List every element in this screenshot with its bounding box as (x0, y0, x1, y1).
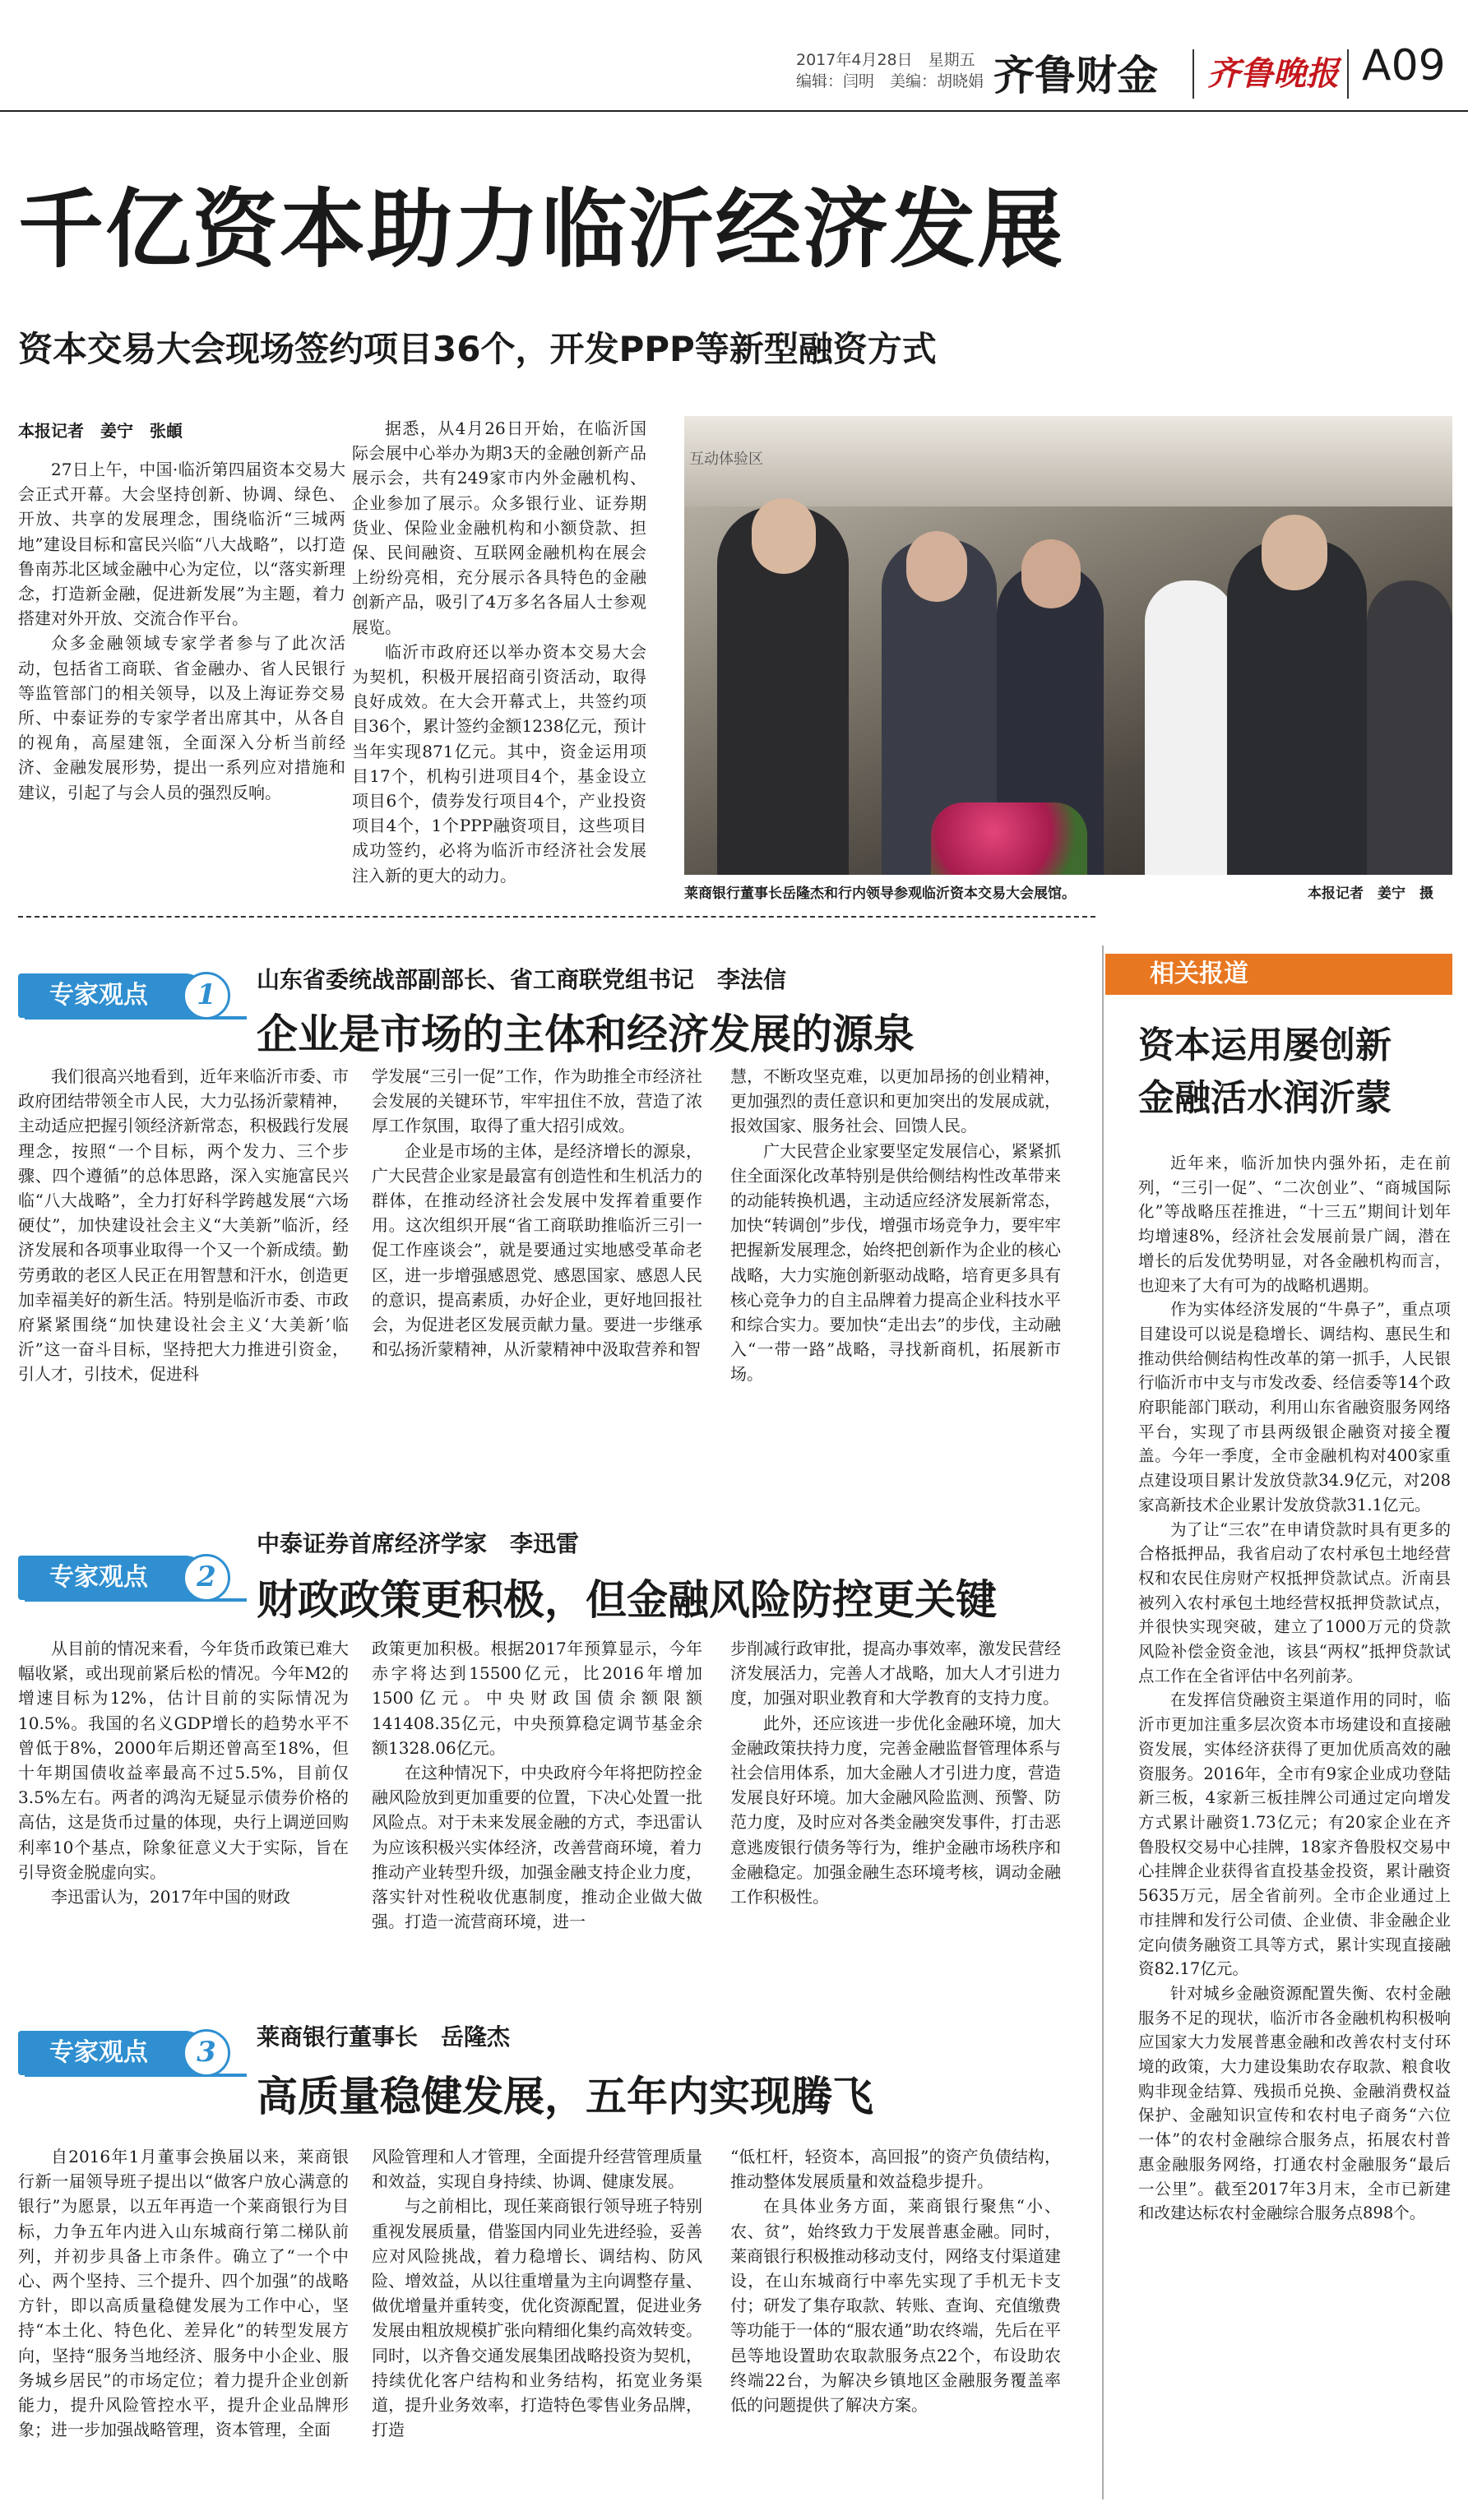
expert-badge: 专家观点 (18, 2031, 207, 2075)
masthead-rule (0, 110, 1468, 112)
paragraph: 为了让“三农”在申请贷款时具有更多的合格抵押品，我省启动了农村承包土地经营权和农民住房财产权抵押贷款试点。沂南县被列入农村承包土地经营权抵押贷款试点，并很快实现突破，建立了1000万元的贷款风险补偿金资金池，该县“两权”抵押贷款试点工作在全省评估中名列前茅。 (1138, 1519, 1451, 1685)
paragraph: 在具体业务方面，莱商银行聚焦“小、农、贫”，始终致力于发展普惠金融。同时，莱商银行积极推动移动支付，网络支付渠道建设，在山东城商行中率先实现了手机无卡支付；研发了集存取款、转账、查询、充值缴费等功能于一体的“服农通”助农终端，先后在平邑等地设置助农取款服务点22个，布设助农终端22台，为解决乡镇地区金融服务覆盖率低的问题提供了解决方案。 (730, 2196, 1061, 2416)
expert-number: 2 (183, 1554, 230, 1602)
lead-column-2 (352, 416, 646, 888)
paragraph: 学发展“三引一促”工作，作为助推全市经济社会发展的关键环节，牢牢扭住不放，营造了浓厚工作氛围，取得了重大招引成效。 (372, 1066, 702, 1136)
expert-number: 1 (183, 972, 230, 1020)
expert-badge: 专家观点 (18, 1556, 207, 1600)
expert-headline: 财政政策更积极，但金融风险防控更关键 (257, 1576, 997, 1624)
sidebar-title-line: 金融活水润沂蒙 (1138, 1077, 1392, 1119)
paragraph: 作为实体经济发展的“牛鼻子”，重点项目建设可以说是稳增长、调结构、惠民生和推动供给侧结构性改革的第一抓手，人民银行临沂市中支与市发改委、经信委等14个政府职能部门联动，利用山东省融资服务网络平台，实现了市县两级银企融资对接全覆盖。今年一季度，全市金融机构对400家重点建设项目累计发放贷款34.9亿元，对208家高新技术企业累计发放贷款31.1亿元。 (1138, 1300, 1451, 1514)
expert-column (372, 1636, 702, 1934)
person-head (1262, 515, 1327, 590)
paragraph: “低杠杆，轻资本，高回报”的资产负债结构，推动整体发展质量和效益稳步提升。 (730, 2147, 1061, 2192)
photo-caption: 莱商银行董事长岳隆杰和行内领导参观临沂资本交易大会展馆。 (684, 885, 1076, 902)
paragraph: 在这种情况下，中央政府今年将把防控金融风险放到更加重要的位置，下决心处置一批风险点。对于未来发展金融的方式，李迅雷认为应该积极兴实体经济，改善营商环境，着力推动产业转型升级，加强金融支持企业力度，落实针对性税收优惠制度，推动企业做大做强。打造一流营商环境，进一 (372, 1763, 702, 1932)
person-figure (1145, 580, 1235, 875)
paragraph: 针对城乡金融资源配置失衡、农村金融服务不足的现状，临沂市各金融机构积极响应国家大力发展普惠金融和改善农村支付环境的政策，大力建设集助农存取款、粮食收购非现金结算、残损币兑换、金融消费权益保护、金融知识宣传和农村电子商务“六位一体”的农村金融综合服务点，拓展农村普惠金融服务网络，打通农村金融服务“最后一公里”。截至2017年3月末，全市已新建和改建达标农村金融综合服务点898个。 (1138, 1983, 1451, 2223)
paragraph: 临沂市政府还以举办资本交易大会为契机，积极开展招商引资活动，取得良好成效。在大会开幕式上，共签约项目36个，累计签约金额1238亿元，预计当年实现871亿元。其中，资金运用项目17个，机构引进项目4个，基金设立项目6个，债券发行项目4个，产业投资项目4个，1个PPP融资项目，这些项目成功签约，必将为临沂市经济社会发展注入新的更大的动力。 (352, 641, 646, 885)
sidebar-title-line: 资本运用屡创新 (1138, 1024, 1392, 1066)
expert-column (730, 1064, 1061, 1387)
sidebar-body (1138, 1151, 1451, 2226)
expert-name: 山东省委统战部副部长、省工商联党组书记 李法信 (257, 966, 787, 993)
expert-column (372, 2144, 702, 2442)
person-head (906, 531, 967, 602)
issue-date: 2017年4月28日 星期五 (796, 51, 975, 69)
paragraph: 风险管理和人才管理，全面提升经营管理质量和效益，实现自身持续、协调、健康发展。 (372, 2147, 702, 2192)
paragraph: 众多金融领域专家学者参与了此次活动，包括省工商联、省金融办、省人民银行等监管部门的相关领导，以及上海证券交易所、中泰证券的专家学者出席其中，从各自的视角，高屋建瓴，全面深入分析当前经济、金融发展形势，提出一系列应对措施和建议，引起了与会人员的强烈反响。 (18, 633, 345, 802)
newspaper-logo: 齐鲁晚报 (1207, 54, 1339, 93)
page-number: A09 (1362, 41, 1446, 90)
person-head (752, 498, 816, 574)
expert-column (18, 2144, 349, 2442)
expert-column (730, 2144, 1061, 2417)
paragraph: 政策更加积极。根据2017年预算显示，今年赤字将达到15500亿元，比2016年增加1500亿元。中央财政国债余额限额141408.35亿元，中央预算稳定调节基金余额1328.06亿元。 (372, 1639, 702, 1758)
lead-column-1 (18, 457, 345, 805)
paragraph: 李迅雷认为，2017年中国的财政 (51, 1887, 290, 1907)
section-name: 齐鲁财金 (993, 52, 1158, 99)
expert-badge: 专家观点 (18, 973, 207, 1018)
sidebar-title (1138, 1020, 1451, 1125)
paragraph: 从目前的情况来看，今年货币政策已难大幅收紧，或出现前紧后松的情况。今年M2的增速目标为12%，估计目前的实际情况为10.5%。我国的名义GDP增长的趋势水平不曾低于8%，2000年后期还曾高至18%，但十年期国债收益率最高不过5.5%，目前仅3.5%左右。两者的鸿沟无疑显示债券价格的高估，这是货币过量的体现，央行上调逆回购利率10个基点，除象征意义大于实际，旨在引导资金脱虚向实。 (18, 1639, 349, 1882)
lead-byline: 本报记者 姜宁 张頔 (18, 421, 183, 441)
expert-name: 中泰证券首席经济学家 李迅雷 (257, 1530, 580, 1557)
paragraph: 在发挥信贷融资主渠道作用的同时，临沂市更加注重多层次资本市场建设和直接融资发展，实体经济获得了更加优质高效的融资服务。2016年，全市有9家企业成功登陆新三板，4家新三板挂牌公司通过定向增发方式累计融资1.73亿元；有20家企业在齐鲁股权交易中心挂牌，18家齐鲁股权交易中心挂牌企业获得省直投基金投资，累计融资5635万元，居全省前列。全市企业通过上市挂牌和发行公司债、企业债、非金融企业定向债务融资工具等方式，累计实现直接融资82.17亿元。 (1138, 1690, 1451, 1979)
section-divider (18, 916, 1095, 918)
expert-column (730, 1636, 1061, 1909)
paragraph: 我们很高兴地看到，近年来临沂市委、市政府团结带领全市人民，大力弘扬沂蒙精神，主动适应把握引领经济新常态，积极践行发展理念，按照“一个目标，两个发力、三个步骤、四个遵循”的总体思路，深入实施富民兴临“八大战略”，全力打好科学跨越发展“六场硬仗”，加快建设社会主义“大美新”临沂，经济发展和各项事业取得一个又一个新成绩。勤劳勇敢的老区人民正在用智慧和汗水，创造更加幸福美好的新生活。特别是临沂市委、市政府紧紧围绕“加快建设社会主义‘大美新’临沂”这一奋斗目标，坚持把大力推进引资金，引人才，引技术，促进科 (18, 1066, 349, 1385)
person-head (1021, 539, 1081, 608)
photo-background (684, 416, 1452, 506)
paragraph: 近年来，临沂加快内强外拓，走在前列，“三引一促”、“二次创业”、“商城国际化”等战略压茬推进，“十三五”期间计划年均增速8%，经济社会发展前景广阔，潜在增长的后发优势明显，对各金融机构而言，也迎来了大有可为的战略机遇期。 (1138, 1154, 1451, 1295)
paragraph: 步削减行政审批，提高办事效率，激发民营经济发展活力，完善人才战略，加大人才引进力度，加强对职业教育和大学教育的支持力度。 (730, 1639, 1061, 1709)
expert-column (18, 1636, 349, 1909)
sidebar-rule (1102, 946, 1104, 2499)
masthead-divider (1347, 49, 1349, 99)
expert-number: 3 (183, 2029, 230, 2077)
sidebar-tag: 相关报道 (1105, 954, 1452, 995)
paragraph: 与之前相比，现任莱商银行领导班子特别重视发展质量，借鉴国内同业先进经验，妥善应对风险挑战，着力稳增长、调结构、防风险、增效益，从以往重增量为主向调整存量、做优增量并重转变，优化资源配置，促进业务发展由粗放规模扩张向精细化集约高效转变。同时，以齐鲁交通发展集团战略投资为契机，持续优化客户结构和业务结构，拓宽业务渠道，提升业务效率，打造特色零售业务品牌，打造 (372, 2196, 702, 2440)
paragraph: 据悉，从4月26日开始，在临沂国际会展中心举办为期3天的金融创新产品展示会，共有249家市内外金融机构、企业参加了展示。众多银行业、证券期货业、保险业金融机构和小额贷款、担保、民间融资、互联网金融机构在展会上纷纷亮相，充分展示各具特色的金融创新产品，吸引了4万多名各届人士参观展览。 (352, 418, 646, 637)
editor-credits: 编辑：闫明 美编：胡晓娟 (796, 72, 984, 90)
news-photo (684, 416, 1452, 875)
booth-sign: 互动体验区 (689, 451, 763, 468)
paragraph: 此外，还应该进一步优化金融环境，加大金融政策扶持力度，完善金融监督管理体系与社会信用体系，加大金融人才引进力度，营造发展良好环境。加大金融风险监测、预警、防范力度，及时应对各类金融突发事件，打击恶意逃废银行债务等行为，维护金融市场秩序和金融稳定。加强金融生态环境考核，调动金融工作积极性。 (730, 1713, 1061, 1907)
photo-credit: 本报记者 姜宁 摄 (1308, 885, 1433, 902)
expert-column (18, 1064, 349, 1387)
page-subheadline: 资本交易大会现场签约项目36个，开发PPP等新型融资方式 (18, 329, 937, 369)
paragraph: 27日上午，中国·临沂第四届资本交易大会正式开幕。大会坚持创新、协调、绿色、开放、共享的发展理念，围绕临沂“三城两地”建设目标和富民兴临“八大战略”，以打造鲁南苏北区域金融中心为定位，以“落实新理念，打造新金融，促进新发展”为主题，着力搭建对外开放、交流合作平台。 (18, 460, 345, 629)
person-figure (1367, 580, 1452, 875)
paragraph: 自2016年1月董事会换届以来，莱商银行新一届领导班子提出以“做客户放心满意的银行”为愿景，以五年再造一个莱商银行为目标，力争五年内进入山东城商行第二梯队前列，并初步具备上市条件。确立了“一个中心、两个坚持、三个提升、四个加强”的战略方针，即以高质量稳健发展为工作中心，坚持“本土化、特色化、差异化”的转型发展方向，坚持“服务当地经济、服务中小企业、服务城乡居民”的市场定位；着力提升企业创新能力，提升风险管控水平，提升企业品牌形象；进一步加强战略管理，资本管理，全面 (18, 2147, 349, 2440)
paragraph: 广大民营企业家要坚定发展信心，紧紧抓住全面深化改革特别是供给侧结构性改革带来的动能转换机遇，主动适应经济发展新常态，加快“转调创”步伐，增强市场竞争力，要牢牢把握新发展理念，始终把创新作为企业的核心战略，大力实施创新驱动战略，培育更多具有核心竞争力的自主品牌着力提高企业科技水平和综合实力。要加快“走出去”的步伐，主动融入“一带一路”战略，寻找新商机，拓展新市场。 (730, 1140, 1061, 1385)
expert-column (372, 1064, 702, 1362)
paragraph: 慧，不断攻坚克难，以更加昂扬的创业精神，更加强烈的责任意识和更加突出的发展成就，报效国家、服务社会、回馈人民。 (730, 1066, 1061, 1136)
masthead-divider (1192, 49, 1194, 99)
flower-pot (931, 802, 1087, 875)
expert-headline: 高质量稳健发展，五年内实现腾飞 (257, 2073, 873, 2120)
paragraph: 企业是市场的主体，是经济增长的源泉，广大民营企业家是最富有创造性和生机活力的群体，在推动经济社会发展中发挥着重要作用。这次组织开展“省工商联助推临沂三引一促工作座谈会”，就是要通过实地感受革命老区，进一步增强感恩党、感恩国家、感恩人民的意识，提高素质，办好企业，更好地回报社会，为促进老区发展贡献力量。要进一步继承和弘扬沂蒙精神，从沂蒙精神中汲取营养和智 (372, 1140, 702, 1360)
expert-headline: 企业是市场的主体和经济发展的源泉 (257, 1010, 915, 1058)
expert-name: 莱商银行董事长 岳隆杰 (257, 2023, 511, 2051)
page-headline: 千亿资本助力临沂经济发展 (18, 179, 1065, 280)
